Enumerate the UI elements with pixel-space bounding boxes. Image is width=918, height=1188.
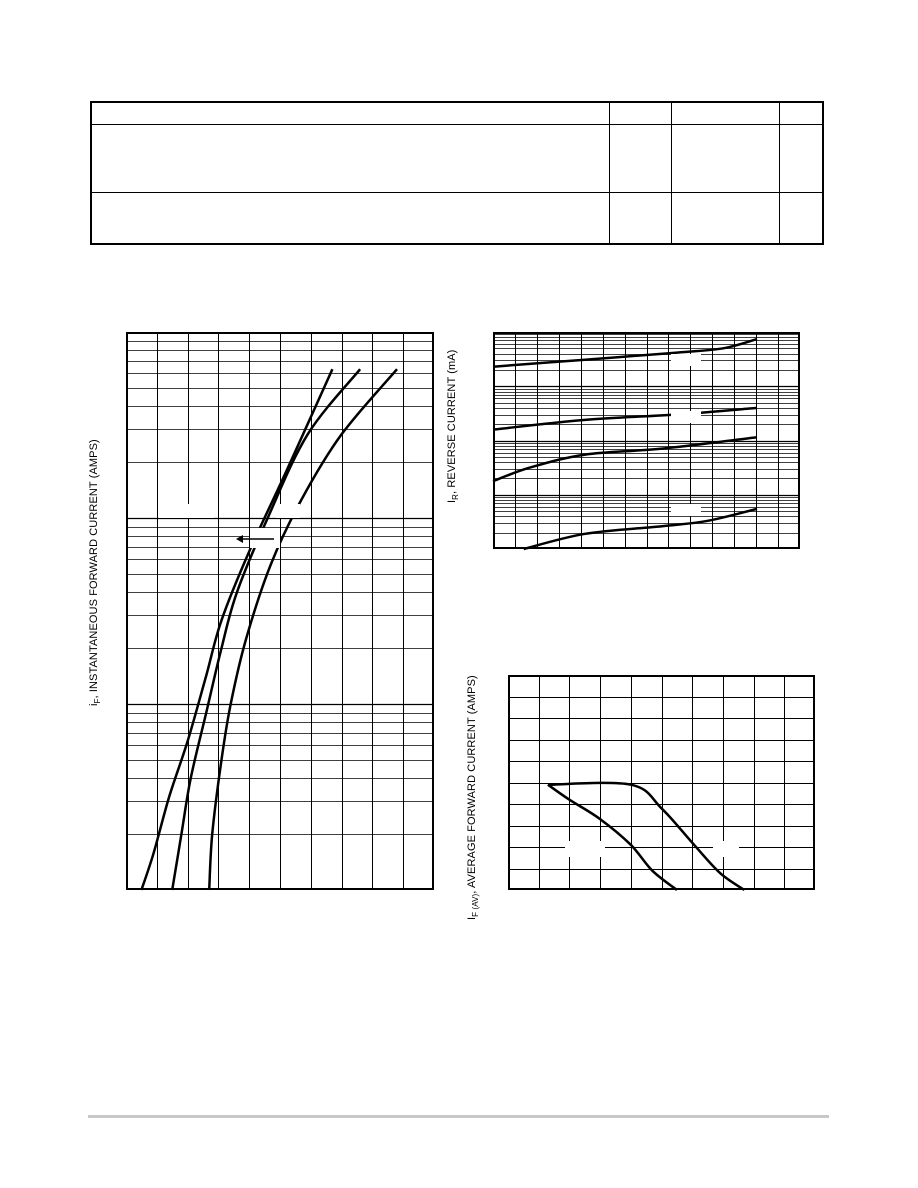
table-row-divider bbox=[92, 192, 822, 193]
fig1-label-box bbox=[276, 504, 300, 518]
fig1-ylabel-subscript: F bbox=[93, 698, 103, 704]
fig2-ylabel-text: , REVERSE CURRENT (mA) bbox=[446, 349, 458, 494]
fig2-label-box bbox=[671, 411, 701, 423]
fig3-label-box bbox=[565, 841, 605, 857]
footer-rule bbox=[88, 1115, 829, 1118]
table-header-divider bbox=[92, 124, 822, 125]
reverse-current-chart bbox=[493, 332, 800, 549]
fig1-series-line-3 bbox=[209, 369, 397, 890]
fig3-frame bbox=[509, 676, 814, 889]
fig1-grid bbox=[126, 332, 434, 890]
table-col-divider bbox=[671, 103, 672, 243]
fig1-ylabel-text: , INSTANTANEOUS FORWARD CURRENT (AMPS) bbox=[88, 439, 100, 699]
fig3-series-line-2 bbox=[548, 785, 677, 890]
fig3-grid bbox=[508, 675, 815, 890]
fig2-frame bbox=[494, 333, 799, 548]
fig2-label-box bbox=[671, 354, 701, 366]
fig3-y-axis-label: $I_{F (AV)}$, AVERAGE FORWARD CURRENT (AMPS) bbox=[466, 675, 481, 920]
fig1-series-line-1 bbox=[141, 369, 332, 890]
fig1-y-axis-label: $i_F$, INSTANTANEOUS FORWARD CURRENT (AMPS) bbox=[88, 439, 103, 706]
fig1-label-box bbox=[250, 528, 280, 548]
table-col-divider bbox=[609, 103, 610, 243]
fig2-label-box bbox=[671, 504, 701, 516]
fig3-label-box bbox=[713, 841, 739, 857]
fig2-grid bbox=[493, 332, 800, 549]
table-col-divider bbox=[779, 103, 780, 243]
fig2-ylabel-subscript: R bbox=[451, 493, 461, 500]
fig3-series-line-1 bbox=[548, 783, 745, 890]
fig3-ylabel-subscript: F (AV) bbox=[471, 893, 481, 917]
spec-table bbox=[90, 101, 824, 245]
fig3-ylabel-text: , AVERAGE FORWARD CURRENT (AMPS) bbox=[466, 675, 478, 894]
fig1-label-box bbox=[159, 504, 214, 518]
fig2-y-axis-label: $I_R$, REVERSE CURRENT (mA) bbox=[446, 349, 461, 503]
forward-current-chart bbox=[126, 332, 434, 890]
fig2-series-line-4 bbox=[524, 509, 757, 549]
average-forward-current-chart bbox=[508, 675, 815, 890]
